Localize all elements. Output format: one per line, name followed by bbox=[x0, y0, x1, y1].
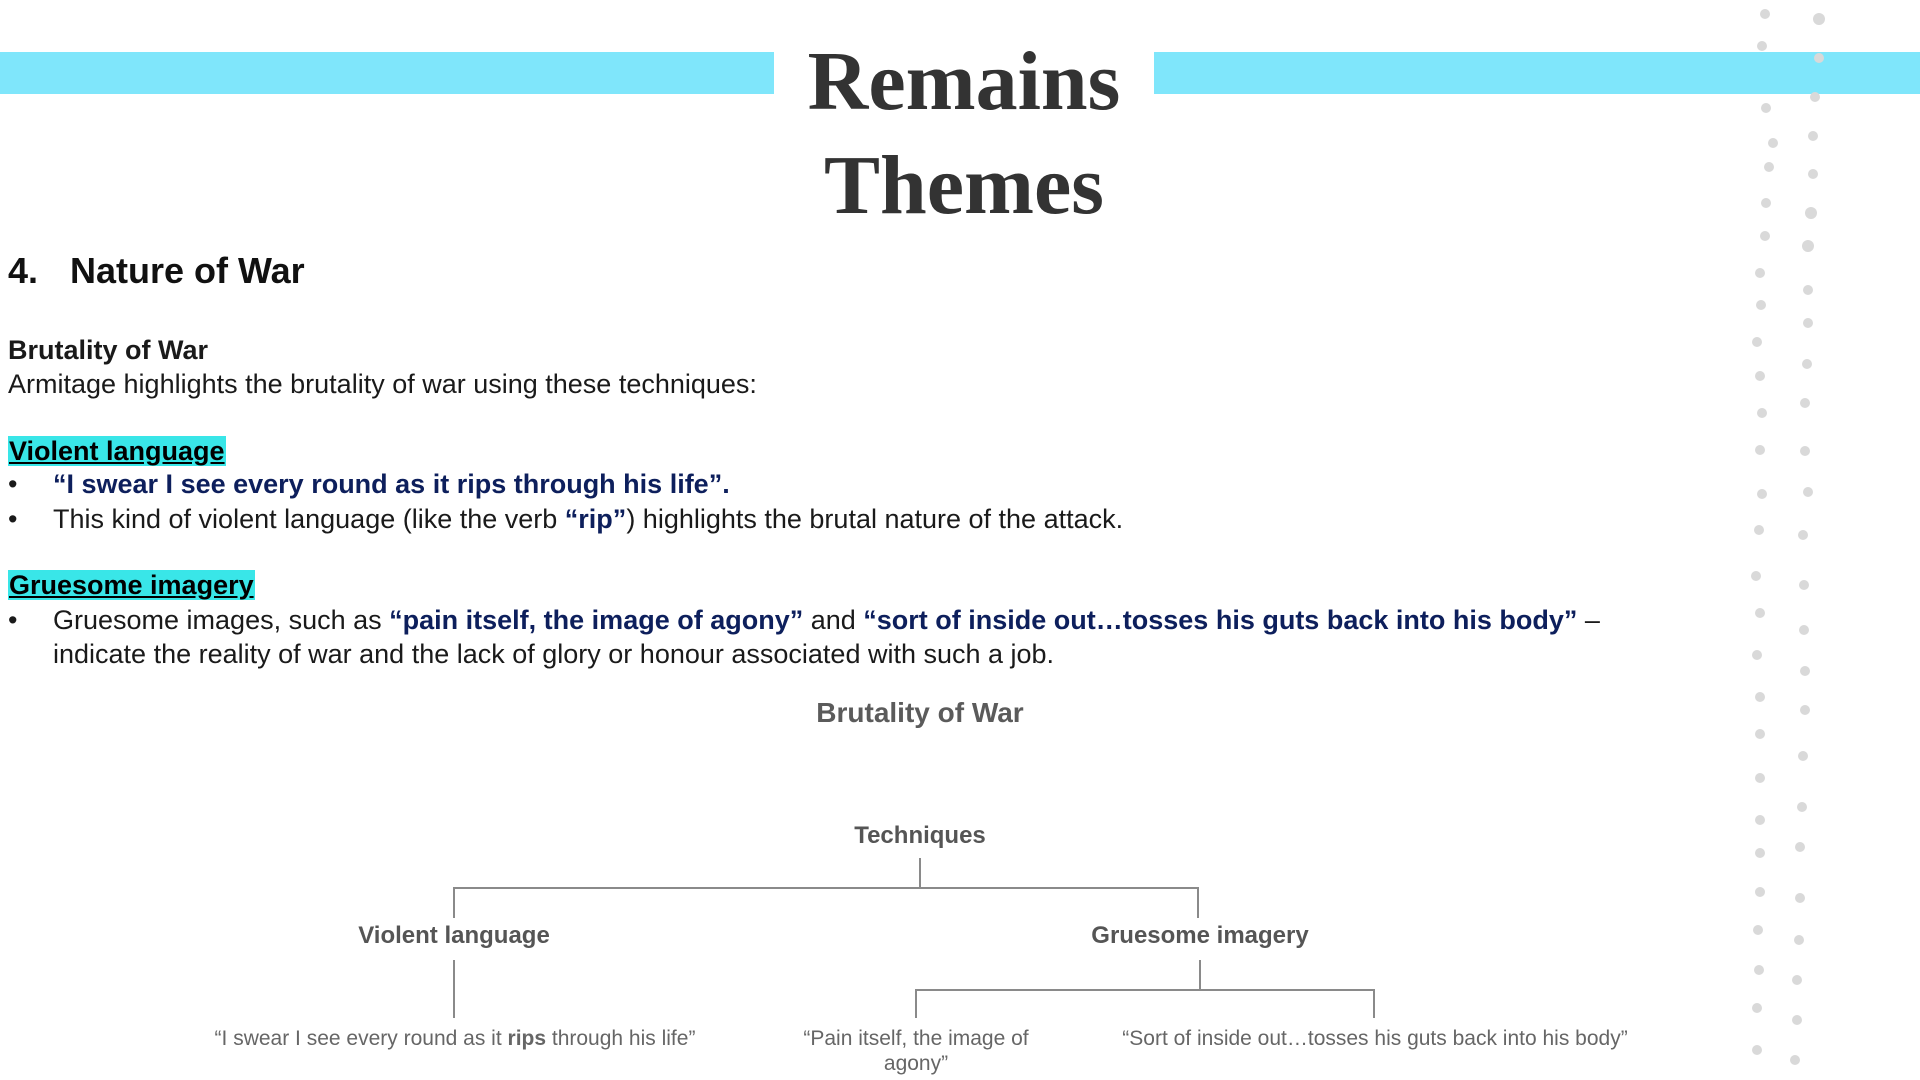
diagram-leaf-mid: “Pain itself, the image of agony” bbox=[803, 1027, 1029, 1075]
gruesome-imagery-label: Gruesome imagery bbox=[9, 570, 254, 600]
section-number: 4. bbox=[8, 250, 39, 291]
slide-title-line2: Themes bbox=[824, 139, 1104, 232]
diagram-leaf-right: “Sort of inside out…tosses his guts back into his body” bbox=[1122, 1027, 1628, 1050]
diagram-root: Techniques bbox=[854, 822, 986, 849]
gruesome-text-b: and bbox=[803, 605, 864, 635]
bullet-dot: • bbox=[8, 605, 18, 635]
violent-language-label: Violent language bbox=[9, 436, 225, 466]
diagram-branch-left: Violent language bbox=[358, 922, 550, 949]
gruesome-text-c: – indicate the reality of war and the lack of glory or honour associated with such a job. bbox=[53, 605, 1600, 669]
leaf-left-text-a: “I swear I see every round as it bbox=[214, 1027, 508, 1050]
intro-text: Armitage highlights the brutality of war using these techniques: bbox=[8, 369, 757, 399]
violent-point-quote: “rip” bbox=[564, 504, 627, 534]
diagram-branch-right: Gruesome imagery bbox=[1091, 922, 1309, 949]
gruesome-quote-2: “sort of inside out…tosses his guts back into his body” bbox=[863, 605, 1578, 635]
leaf-left-bold: rips bbox=[507, 1027, 547, 1050]
gruesome-quote-1: “pain itself, the image of agony” bbox=[389, 605, 804, 635]
subheading: Brutality of War bbox=[8, 335, 209, 365]
decorative-dots bbox=[1740, 0, 1830, 1080]
slide-title-line1: Remains bbox=[807, 35, 1121, 128]
leaf-left-text-b: through his life” bbox=[546, 1027, 696, 1050]
diagram-title: Brutality of War bbox=[816, 697, 1024, 728]
violent-quote: “I swear I see every round as it rips through his life”. bbox=[53, 469, 730, 499]
diagram-leaf-left bbox=[200, 1026, 710, 1051]
gruesome-text-a: Gruesome images, such as bbox=[53, 605, 390, 635]
section-title: Nature of War bbox=[70, 250, 305, 291]
bullet-dot: • bbox=[8, 469, 18, 499]
violent-point-text-a: This kind of violent language (like the verb bbox=[53, 504, 565, 534]
violent-point-text-b: ) highlights the brutal nature of the attack. bbox=[626, 504, 1124, 534]
bullet-dot: • bbox=[8, 504, 18, 534]
